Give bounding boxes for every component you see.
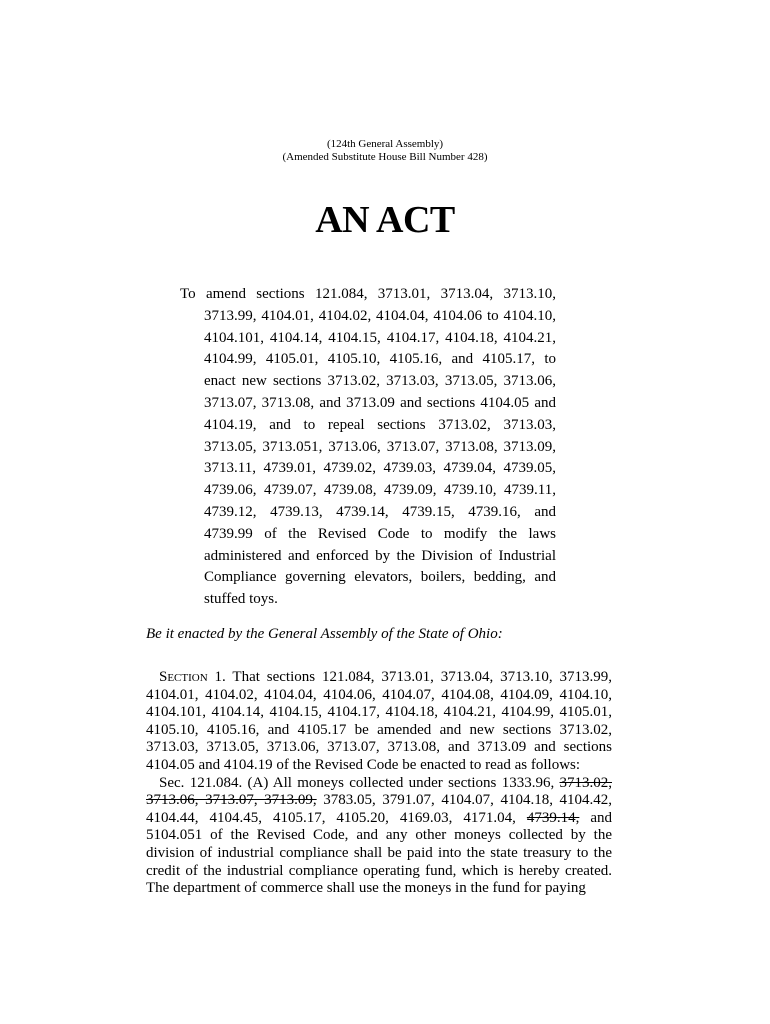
section-1-paragraph [146,669,612,775]
general-assembly-line: (124th General Assembly) [326,138,444,150]
act-title: AN ACT [315,199,455,241]
sec-121-084-paragraph [146,775,612,898]
struck-text-1: 3713.02, 3713.06, 3713.07, 3713.09, [146,774,612,809]
struck-text-2: 4739.14, [526,809,580,826]
sec-121-084-mid: 3783.05, 3791.07, 4104.07, 4104.18, 4104.42, 4104.44, 4104.45, 4105.17, 4105.20, 4169.03, 4171.04, [146,792,613,826]
act-synopsis: To amend sections 121.084, 3713.01, 3713.04, 3713.10, 3713.99, 4104.01, 4104.02, 4104.04, 4104.06 to 4104.10, 4104.101, 4104.14, 4104.15, 4104.17, 4104.18, 4104.21, 4104.99, 4105.01, 4105.10, 4105.16, and 4105.17, to enact new sections 3713.02, 3713.03, 3713.05, 3713.06, 3713.07, 3713.08, and 3713.09 and sections 4104.05 and 4104.19, and to repeal sections 3713.02, 3713.03, 3713.05, 3713.051, 3713.06, 3713.07, 3713.08, 3713.09, 3713.11, 4739.01, 4739.02, 4739.03, 4739.04, 4739.05, 4739.06, 4739.07, 4739.08, 4739.09, 4739.10, 4739.11, 4739.12, 4739.13, 4739.14, 4739.15, 4739.16, and 4739.99 of the Revised Code to modify the laws administered and enforced by the Division of Industrial Compliance governing elevators, boilers, bedding, and stuffed toys. [180,286,556,608]
act-body [146,669,612,898]
enacting-clause: Be it enacted by the General Assembly of the State of Ohio: [146,626,503,642]
section-label: Section [159,669,208,685]
section-1-text: 1. That sections 121.084, 3713.01, 3713.04, 3713.10, 3713.99, 4104.01, 4104.02, 4104.04, 4104.06, 4104.07, 4104.08, 4104.09, 4104.10, 4104.101, 4104.14, 4104.15, 4104.17, 4104.18, 4104.21, 4104.99, 4105.01, 4105.10, 4105.16, and 4105.17 be amended and new sections 3713.02, 3713.03, 3713.05, 3713.06, 3713.07, 3713.08, and 3713.09 and sections 4104.05 and 4104.19 of the Revised Code be enacted to read as follows: [146,669,612,773]
bill-number-line: (Amended Substitute House Bill Number 428) [282,151,488,163]
sec-121-084-lead: Sec. 121.084. (A) All moneys collected under sections 1333.96, [159,774,560,791]
sec-121-084-tail: and 5104.051 of the Revised Code, and any other moneys collected by the division of industrial compliance shall be paid into the state treasury to the credit of the industrial compliance operating fund, which is hereby created. The department of commerce shall use the moneys in the fund for paying [146,809,612,897]
bill-header [0,138,770,164]
